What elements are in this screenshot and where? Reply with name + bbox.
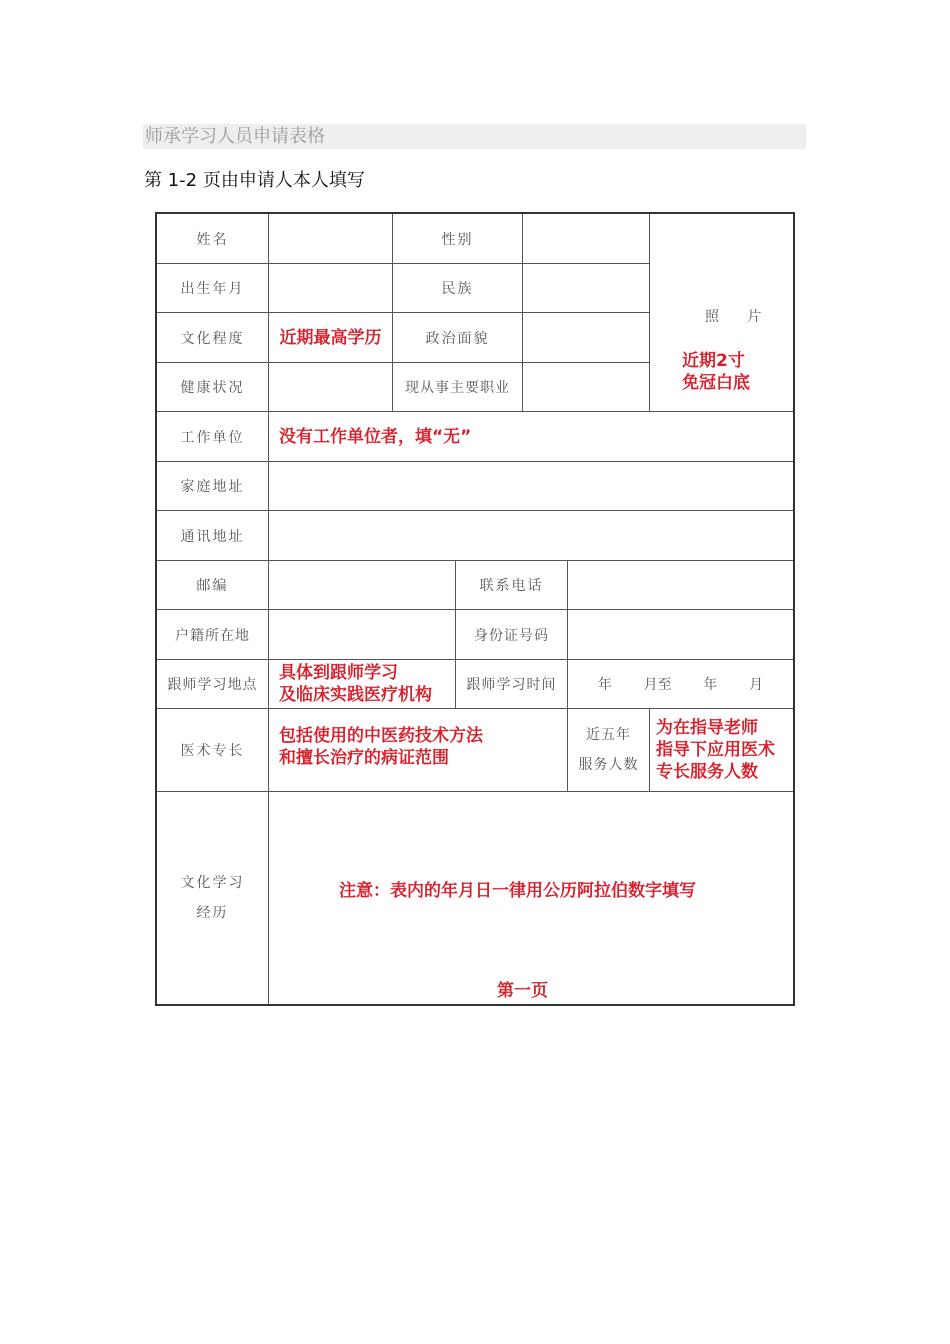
name-label: 姓名 <box>157 214 269 264</box>
id-field[interactable] <box>568 610 793 660</box>
page-title: 师承学习人员申请表格 <box>145 126 325 147</box>
work-unit-note[interactable]: 没有工作单位者，填“无” <box>269 412 793 462</box>
specialty-label: 医术专长 <box>157 709 269 792</box>
served-note-line-1: 为在指导老师 <box>656 718 758 738</box>
work-unit-label: 工作单位 <box>157 412 269 462</box>
education-label: 文化程度 <box>157 313 269 363</box>
specialty-note-line-1: 包括使用的中医药技术方法 <box>279 726 483 746</box>
political-label: 政治面貌 <box>393 313 523 363</box>
education-history-label <box>157 792 269 1004</box>
occupation-label: 现从事主要职业 <box>393 363 523 412</box>
photo-box[interactable] <box>650 214 793 412</box>
home-address-label: 家庭地址 <box>157 462 269 511</box>
education-history-field[interactable] <box>269 792 793 1004</box>
phone-label: 联系电话 <box>456 561 568 610</box>
home-address-field[interactable] <box>269 462 793 511</box>
phone-field[interactable] <box>568 561 793 610</box>
mail-address-label: 通讯地址 <box>157 511 269 561</box>
gender-label: 性别 <box>393 214 523 264</box>
photo-note-line-1: 近期2寸 <box>682 351 745 371</box>
health-field[interactable] <box>269 363 393 412</box>
study-place-note[interactable] <box>269 660 456 709</box>
study-place-note-line-1: 具体到跟师学习 <box>279 663 398 683</box>
gender-field[interactable] <box>523 214 650 264</box>
date-month-2: 月 <box>749 677 764 693</box>
mail-address-field[interactable] <box>269 511 793 561</box>
id-label: 身份证号码 <box>456 610 568 660</box>
name-field[interactable] <box>269 214 393 264</box>
birth-field[interactable] <box>269 264 393 313</box>
education-note[interactable]: 近期最高学历 <box>269 313 393 363</box>
served-note-line-3: 专长服务人数 <box>656 762 758 782</box>
health-label: 健康状况 <box>157 363 269 412</box>
date-year-1: 年 <box>597 677 612 693</box>
application-form <box>155 212 795 1006</box>
photo-note <box>682 350 750 394</box>
household-label: 户籍所在地 <box>157 610 269 660</box>
page-number: 第一页 <box>497 981 548 1001</box>
photo-label: 照 片 <box>705 309 774 325</box>
study-place-label: 跟师学习地点 <box>157 660 269 709</box>
postcode-label: 邮编 <box>157 561 269 610</box>
education-history-label-line-1: 文化学习 <box>180 875 245 891</box>
study-time-field[interactable] <box>568 660 793 709</box>
served-label-line-1: 近五年 <box>586 727 631 743</box>
photo-note-line-2: 免冠白底 <box>682 373 750 393</box>
date-month-to: 月至 <box>643 677 672 693</box>
birth-label: 出生年月 <box>157 264 269 313</box>
postcode-field[interactable] <box>269 561 456 610</box>
served-label-line-2: 服务人数 <box>578 757 639 773</box>
study-place-note-line-2: 及临床实践医疗机构 <box>279 685 432 705</box>
education-history-label-line-2: 经历 <box>196 905 229 921</box>
household-field[interactable] <box>269 610 456 660</box>
specialty-note[interactable] <box>269 709 568 792</box>
occupation-field[interactable] <box>523 363 650 412</box>
served-count-note[interactable] <box>650 709 793 792</box>
date-year-2: 年 <box>703 677 718 693</box>
served-count-label <box>568 709 650 792</box>
study-time-label: 跟师学习时间 <box>456 660 568 709</box>
political-field[interactable] <box>523 313 650 363</box>
date-format-note: 注意：表内的年月日一律用公历阿拉伯数字填写 <box>339 881 696 901</box>
study-time-date-row <box>568 674 793 694</box>
ethnicity-field[interactable] <box>523 264 650 313</box>
page-subtitle: 第 1-2 页由申请人本人填写 <box>144 170 365 191</box>
specialty-note-line-2: 和擅长治疗的病证范围 <box>279 748 449 768</box>
served-note-line-2: 指导下应用医术 <box>656 740 775 760</box>
ethnicity-label: 民族 <box>393 264 523 313</box>
